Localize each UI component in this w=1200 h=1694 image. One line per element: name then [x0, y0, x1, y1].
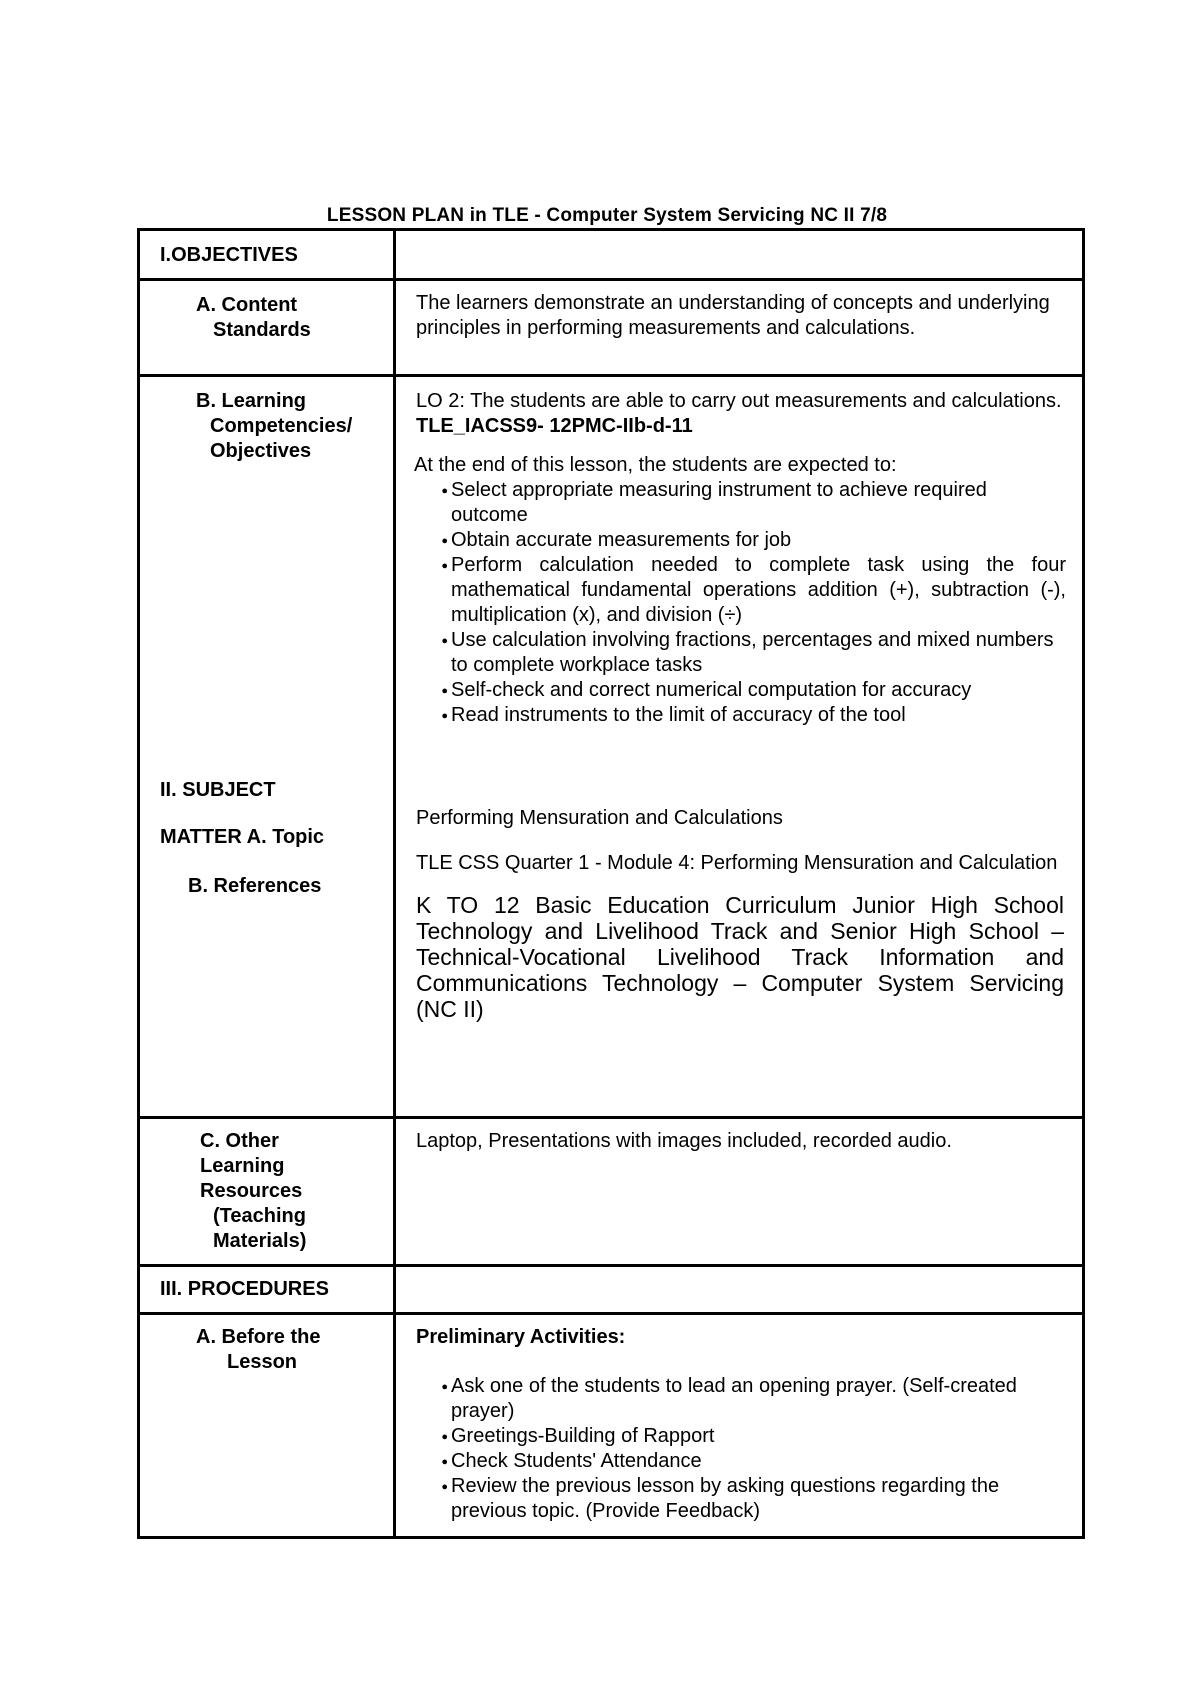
objective-item: ● Obtain accurate measurements for job	[414, 528, 1066, 553]
other-resources-text-cell	[395, 1118, 1084, 1266]
references-label: B. References	[188, 875, 322, 897]
bullet-icon	[414, 678, 451, 706]
competencies-label-line3: Objectives	[210, 440, 312, 462]
bullet-icon	[414, 1424, 451, 1452]
before-lesson-label-line2: Lesson	[227, 1351, 298, 1373]
other-resources-label-line5: Materials)	[213, 1230, 307, 1252]
reference-1-text: TLE CSS Quarter 1 - Module 4: Performing Mensuration and Calculation	[416, 852, 1058, 874]
objectives-header-row	[139, 230, 1084, 280]
content-standards-label-line2: Standards	[213, 319, 311, 341]
document-title: LESSON PLAN in TLE - Computer System Servicing NC II 7/8	[326, 205, 888, 226]
activity-item: ● Check Students' Attendance	[414, 1449, 1066, 1474]
subject-matter-label-line1: II. SUBJECT	[160, 779, 276, 801]
other-resources-text: Laptop, Presentations with images included, recorded audio.	[416, 1130, 952, 1152]
objectives-list	[414, 478, 1066, 728]
bullet-icon	[414, 1449, 451, 1477]
other-resources-label-line4: (Teaching	[213, 1205, 306, 1227]
objectives-intro	[396, 439, 1082, 728]
before-lesson-label-line1: A. Before the	[196, 1326, 321, 1348]
competencies-subject-row	[139, 376, 1084, 1118]
competencies-label-line2: Competencies/	[210, 415, 353, 437]
other-resources-label-line1: C. Other	[200, 1130, 279, 1152]
activity-item: ● Greetings-Building of Rapport	[414, 1424, 1066, 1449]
competencies-text-cell	[395, 376, 1084, 1118]
content-standards-text: The learners demonstrate an understanding of concepts and underlying principles in performing measurements and calculations.	[416, 292, 1050, 339]
other-resources-row	[139, 1118, 1084, 1266]
content-standards-label-cell	[139, 280, 395, 376]
activity-item: ● Review the previous lesson by asking questions regarding the previous topic. (Provide Feedback)	[414, 1474, 1066, 1524]
objective-item: ● Perform calculation needed to complete task using the four mathematical fundamental operations addition (+), subtraction (-), multiplication (x), and division (÷)	[414, 553, 1066, 628]
preliminary-activities-list	[414, 1374, 1066, 1524]
before-lesson-row	[139, 1314, 1084, 1538]
objectives-empty-cell	[395, 230, 1084, 280]
content-standards-label-line1: A. Content	[196, 294, 298, 316]
objectives-section-label: I.OBJECTIVES	[160, 244, 298, 266]
objective-item: ● Self-check and correct numerical computation for accuracy	[414, 678, 1066, 703]
other-resources-label-cell	[139, 1118, 395, 1266]
learning-outcome-text: LO 2: The students are able to carry out measurements and calculations.	[416, 390, 1062, 412]
other-resources-label-line2: Learning	[200, 1155, 285, 1177]
procedures-empty-cell	[395, 1266, 1084, 1314]
bullet-icon	[414, 553, 451, 581]
lesson-plan-table	[137, 228, 1085, 1539]
activity-item: ● Ask one of the students to lead an opening prayer. (Self-created prayer)	[414, 1374, 1066, 1424]
procedures-section-cell	[139, 1266, 395, 1314]
reference-2-text: K TO 12 Basic Education Curriculum Junior High School Technology and Livelihood Track and Senior High School – Technical-Vocational Livelihood Track Information and Communications Technology – Computer System Servicing (NC II)	[416, 892, 1064, 1022]
before-lesson-label	[140, 1315, 393, 1375]
competencies-label-line1: B. Learning	[196, 390, 307, 412]
objective-item: ● Read instruments to the limit of accuracy of the tool	[414, 703, 1066, 728]
bullet-icon	[414, 478, 451, 506]
preliminary-activities-heading: Preliminary Activities:	[416, 1326, 626, 1348]
content-standards-label	[140, 281, 393, 343]
subject-matter-label-line2: MATTER A. Topic	[160, 826, 325, 848]
competency-code: TLE_IACSS9- 12PMC-IIb-d-11	[416, 415, 693, 437]
before-lesson-label-cell	[139, 1314, 395, 1538]
bullet-icon	[414, 528, 451, 556]
procedures-header-row	[139, 1266, 1084, 1314]
objective-item: ● Select appropriate measuring instrument to achieve required outcome	[414, 478, 1066, 528]
bullet-icon	[414, 703, 451, 731]
objectives-intro-text: At the end of this lesson, the students are expected to:	[414, 454, 897, 476]
bullet-icon	[414, 1474, 451, 1502]
objective-item: ● Use calculation involving fractions, percentages and mixed numbers to complete workplace tasks	[414, 628, 1066, 678]
before-lesson-text-cell	[395, 1314, 1084, 1538]
bullet-icon	[414, 628, 451, 656]
bullet-icon	[414, 1374, 451, 1402]
preliminary-activities	[396, 1350, 1082, 1524]
other-resources-label	[140, 1119, 393, 1254]
competencies-label	[140, 377, 393, 464]
topic-text: Performing Mensuration and Calculations	[416, 807, 783, 829]
procedures-section-label: III. PROCEDURES	[160, 1278, 329, 1300]
content-standards-row	[139, 280, 1084, 376]
other-resources-label-line3: Resources	[200, 1180, 303, 1202]
objectives-section-cell	[139, 230, 395, 280]
competencies-label-cell	[139, 376, 395, 1118]
content-standards-text-cell	[395, 280, 1084, 376]
learning-outcome	[396, 377, 1082, 439]
